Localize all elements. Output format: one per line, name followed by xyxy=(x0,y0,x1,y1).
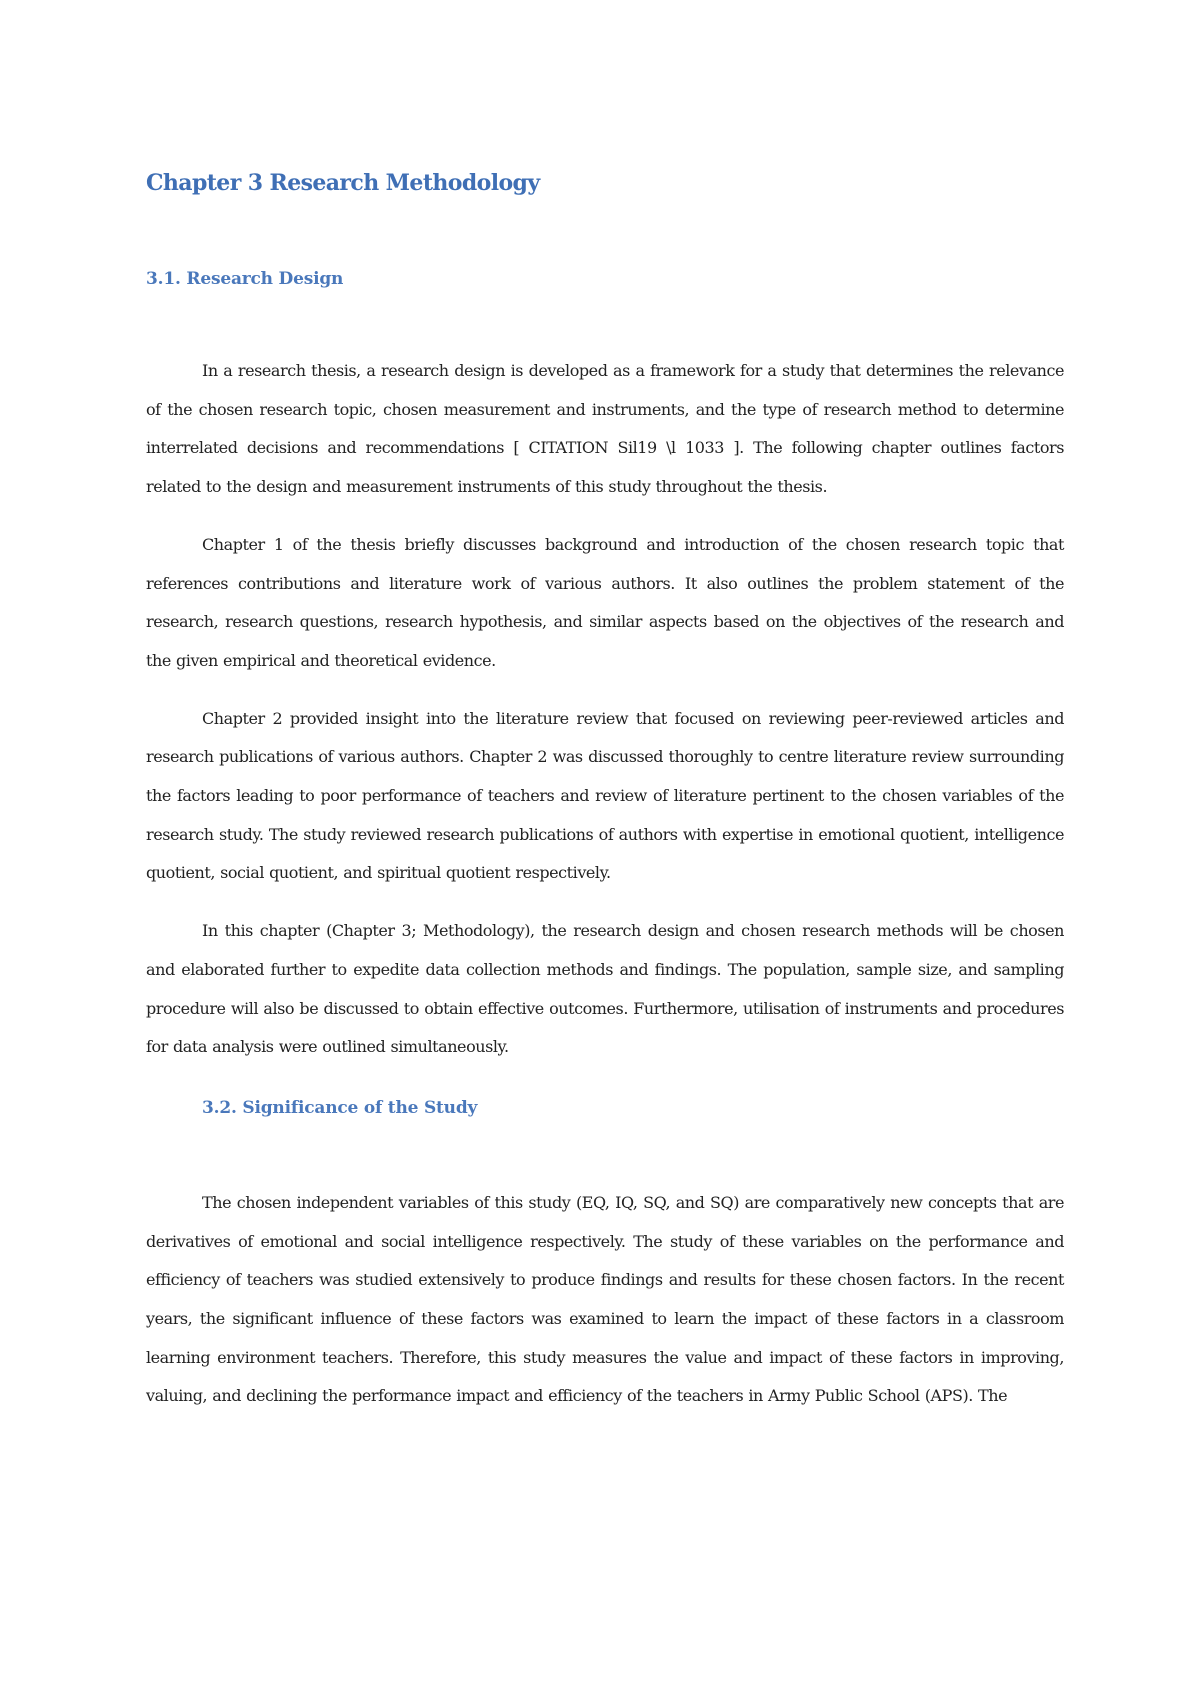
paragraph: In this chapter (Chapter 3; Methodology), the research design and chosen research methods will be chosen and elaborated further to expedite data collection methods and findings. The population, sample size, and sampling procedure will also be discussed to obtain effective outcomes. Furthermore, utilisation of instruments and procedures for data analysis were outlined simultaneously. xyxy=(146,921,1064,1057)
paragraph: The chosen independent variables of this study (EQ, IQ, SQ, and SQ) are comparatively new concepts that are derivatives of emotional and social intelligence respectively. The study of these variables on the performance and efficiency of teachers was studied extensively to produce findings and results for these chosen factors. In the recent years, the significant influence of these factors was examined to learn the impact of these factors in a classroom learning environment teachers. Therefore, this study measures the value and impact of these factors in improving, valuing, and declining the performance impact and efficiency of the teachers in Army Public School (APS). The xyxy=(146,1192,1064,1406)
chapter-title: Chapter 3 Research Methodology xyxy=(146,170,540,196)
section-heading-research-design: 3.1. Research Design xyxy=(146,269,344,289)
paragraph: Chapter 1 of the thesis briefly discusses background and introduction of the chosen research topic that references contributions and literature work of various authors. It also outlines the problem statement of the research, research questions, research hypothesis, and similar aspects based on the objectives of the research and the given empirical and theoretical evidence. xyxy=(146,534,1064,670)
paragraph: In a research thesis, a research design is developed as a framework for a study that determines the relevance of the chosen research topic, chosen measurement and instruments, and the type of research method to determine interrelated decisions and recommendations [ CITATION Sil19 \l 1033 ]. The following chapter outlines factors related to the design and measurement instruments of this study throughout the thesis. xyxy=(146,361,1064,497)
document-body xyxy=(146,166,1064,1416)
section-heading-significance: 3.2. Significance of the Study xyxy=(202,1097,478,1118)
paragraph: Chapter 2 provided insight into the literature review that focused on reviewing peer-reviewed articles and research publications of various authors. Chapter 2 was discussed thoroughly to centre literature review surrounding the factors leading to poor performance of teachers and review of literature pertinent to the chosen variables of the research study. The study reviewed research publications of authors with expertise in emotional quotient, intelligence quotient, social quotient, and spiritual quotient respectively. xyxy=(146,708,1064,883)
